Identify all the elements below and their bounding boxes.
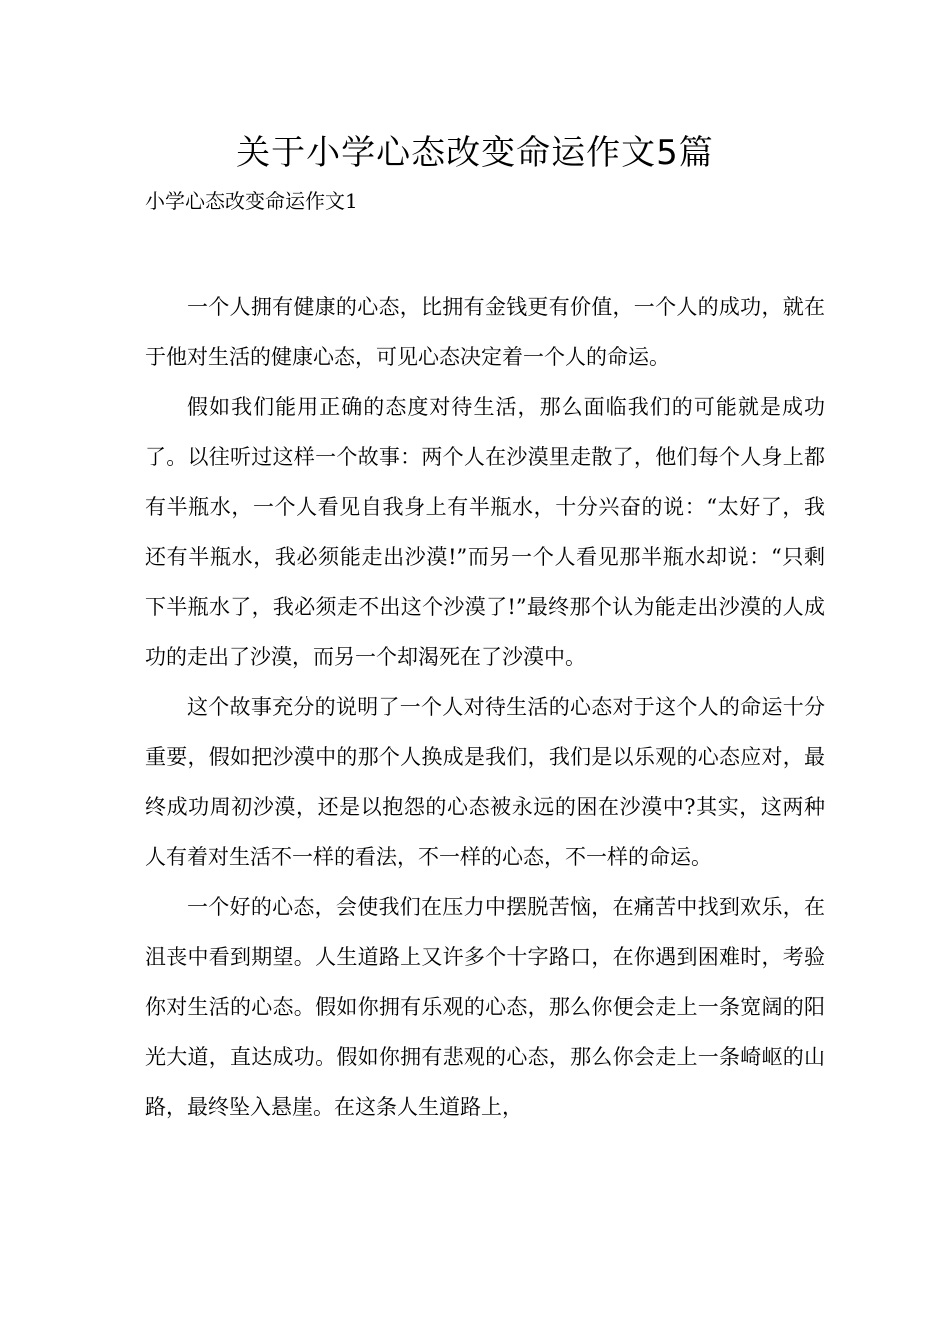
paragraph: 这个故事充分的说明了一个人对待生活的心态对于这个人的命运十分重要，假如把沙漠中的那个人换成是我们，我们是以乐观的心态应对，最终成功周初沙漠，还是以抱怨的心态被永远的困在沙漠中?其实，这两种人有着对生活不一样的看法，不一样的心态，不一样的命运。 — [145, 695, 825, 869]
paragraph: 一个人拥有健康的心态，比拥有金钱更有价值，一个人的成功，就在于他对生活的健康心态，可见心态决定着一个人的命运。 — [145, 295, 825, 369]
document-body — [145, 282, 825, 1132]
paragraph: 一个好的心态，会使我们在压力中摆脱苦恼，在痛苦中找到欢乐，在沮丧中看到期望。人生道路上又许多个十字路口，在你遇到困难时，考验你对生活的心态。假如你拥有乐观的心态，那么你便会走上一条宽阔的阳光大道，直达成功。假如你拥有悲观的心态，那么你会走上一条崎岖的山路，最终坠入悬崖。在这条人生道路上， — [145, 895, 825, 1119]
document-subtitle: 小学心态改变命运作文1 — [145, 189, 358, 213]
document-title: 关于小学心态改变命运作文5篇 — [236, 133, 714, 173]
paragraph: 假如我们能用正确的态度对待生活，那么面临我们的可能就是成功了。以往听过这样一个故事：两个人在沙漠里走散了，他们每个人身上都有半瓶水，一个人看见自我身上有半瓶水，十分兴奋的说：“太好了，我还有半瓶水，我必须能走出沙漠!”而另一个人看见那半瓶水却说：“只剩下半瓶水了，我必须走不出这个沙漠了!”最终那个认为能走出沙漠的人成功的走出了沙漠，而另一个却渴死在了沙漠中。 — [145, 395, 825, 669]
